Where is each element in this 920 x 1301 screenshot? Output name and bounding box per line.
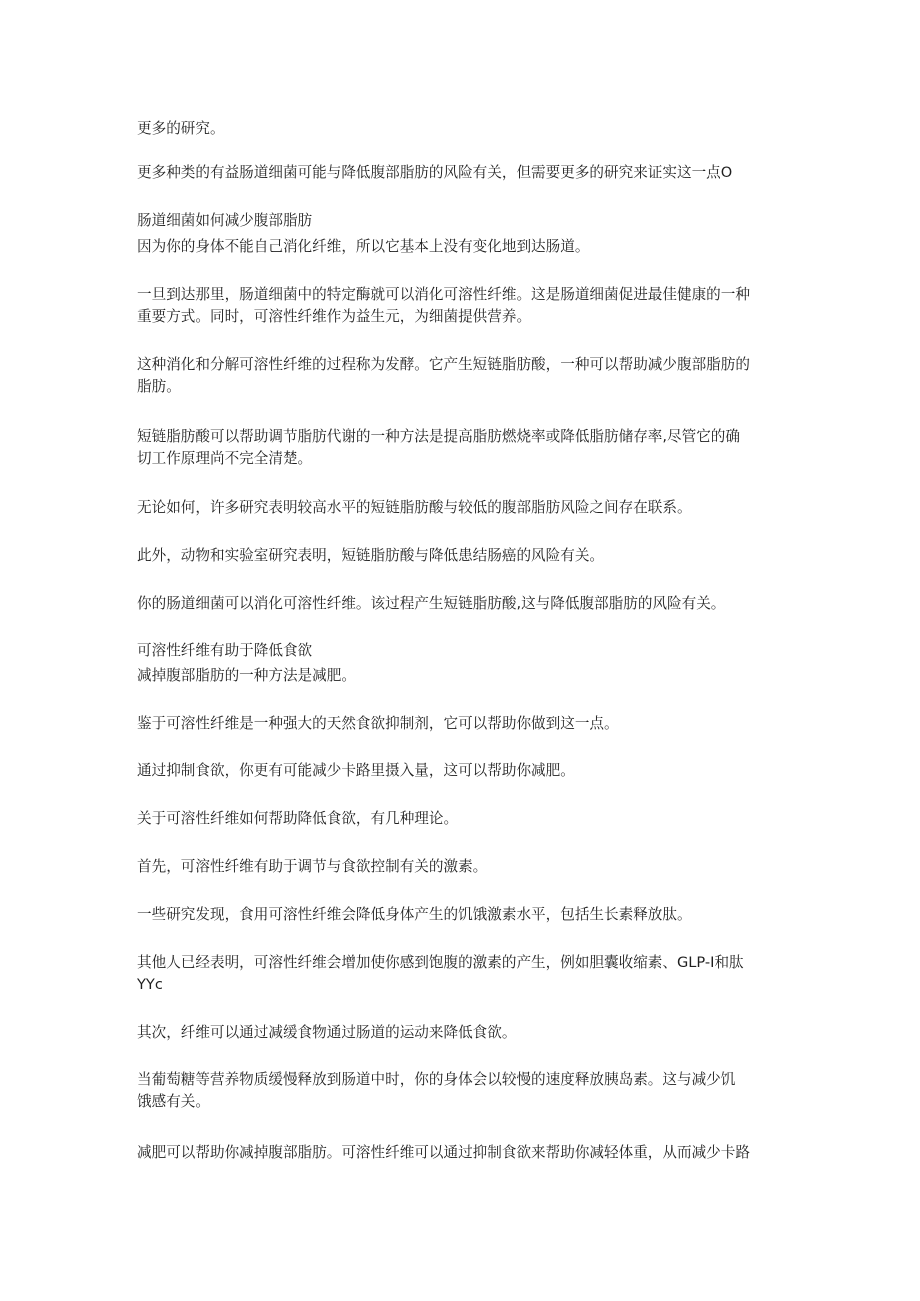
paragraph-3-line-1: 因为你的身体不能自己消化纤维，所以它基本上没有变化地到达肠道。 xyxy=(137,238,590,255)
paragraph-16-line-1: 其他人已经表明，可溶性纤维会增加使你感到饱腹的激素的产生，例如胆囊收缩素、GLP-I和肽 xyxy=(137,954,744,971)
paragraph-13 xyxy=(137,808,789,830)
paragraph-4-line-2: 重要方式。同时，可溶性纤维作为益生元，为细菌提供营养。 xyxy=(137,308,532,325)
paragraph-2-line-1: 更多种类的有益肠道细菌可能与降低腹部脂肪的风险有关，但需要更多的研究来证实这一点O xyxy=(137,164,733,181)
paragraph-10 xyxy=(137,665,789,687)
section-heading-appetite-text: 可溶性纤维有助于降低食欲 xyxy=(137,642,313,659)
paragraph-15-line-1: 一些研究发现，食用可溶性纤维会降低身体产生的饥饿激素水平，包括生长素释放肽。 xyxy=(137,906,692,923)
paragraph-6-line-1: 短链脂肪酸可以帮助调节脂肪代谢的一种方法是提高脂肪燃烧率或降低脂肪储存率,尽管它的确 xyxy=(137,428,740,445)
paragraph-2 xyxy=(137,162,789,184)
paragraph-11-line-1: 鉴于可溶性纤维是一种强大的天然食欲抑制剂，它可以帮助你做到这一点。 xyxy=(137,715,619,732)
section-heading-gut-bacteria-text: 肠道细菌如何减少腹部脂肪 xyxy=(137,212,313,229)
paragraph-7 xyxy=(137,497,789,519)
paragraph-19-line-1: 减肥可以帮助你减掉腹部脂肪。可溶性纤维可以通过抑制食欲来帮助你减轻体重，从而减少卡路 xyxy=(137,1144,750,1161)
paragraph-5 xyxy=(137,354,789,398)
section-heading-appetite xyxy=(137,640,789,662)
paragraph-5-line-1: 这种消化和分解可溶性纤维的过程称为发酵。它产生短链脂肪酸，一种可以帮助减少腹部脂肪的 xyxy=(137,356,750,373)
paragraph-13-line-1: 关于可溶性纤维如何帮助降低食欲，有几种理论。 xyxy=(137,810,459,827)
paragraph-18-line-2: 饿感有关。 xyxy=(137,1093,210,1110)
paragraph-9-line-1: 你的肠道细菌可以消化可溶性纤维。该过程产生短链脂肪酸,这与降低腹部脂肪的风险有关。 xyxy=(137,595,726,612)
paragraph-19 xyxy=(137,1142,789,1164)
paragraph-1-line-1: 更多的研究。 xyxy=(137,120,225,137)
paragraph-8 xyxy=(137,545,789,567)
paragraph-16 xyxy=(137,952,789,996)
paragraph-1 xyxy=(137,118,789,140)
paragraph-6 xyxy=(137,426,789,470)
paragraph-3 xyxy=(137,236,789,258)
paragraph-4 xyxy=(137,284,789,328)
paragraph-18 xyxy=(137,1069,789,1113)
paragraph-17-line-1: 其次，纤维可以通过减缓食物通过肠道的运动来降低食欲。 xyxy=(137,1024,517,1041)
paragraph-18-line-1: 当葡萄糖等营养物质缓慢释放到肠道中时，你的身体会以较慢的速度释放胰岛素。这与减少饥 xyxy=(137,1071,736,1088)
paragraph-8-line-1: 此外，动物和实验室研究表明，短链脂肪酸与降低患结肠癌的风险有关。 xyxy=(137,547,605,564)
paragraph-7-line-1: 无论如何，许多研究表明较高水平的短链脂肪酸与较低的腹部脂肪风险之间存在联系。 xyxy=(137,499,692,516)
paragraph-14-line-1: 首先，可溶性纤维有助于调节与食欲控制有关的激素。 xyxy=(137,858,488,875)
paragraph-11 xyxy=(137,713,789,735)
paragraph-12 xyxy=(137,760,789,782)
paragraph-9 xyxy=(137,593,789,615)
paragraph-16-line-2: YYc xyxy=(137,976,163,993)
paragraph-14 xyxy=(137,856,789,878)
paragraph-4-line-1: 一旦到达那里，肠道细菌中的特定酶就可以消化可溶性纤维。这是肠道细菌促进最佳健康的一种 xyxy=(137,286,750,303)
paragraph-12-line-1: 通过抑制食欲，你更有可能减少卡路里摄入量，这可以帮助你减肥。 xyxy=(137,762,575,779)
section-heading-gut-bacteria xyxy=(137,210,789,232)
paragraph-17 xyxy=(137,1022,789,1044)
paragraph-15 xyxy=(137,904,789,926)
paragraph-6-line-2: 切工作原理尚不完全清楚。 xyxy=(137,450,313,467)
paragraph-5-line-2: 脂肪。 xyxy=(137,378,181,395)
paragraph-10-line-1: 减掉腹部脂肪的一种方法是减肥。 xyxy=(137,667,356,684)
